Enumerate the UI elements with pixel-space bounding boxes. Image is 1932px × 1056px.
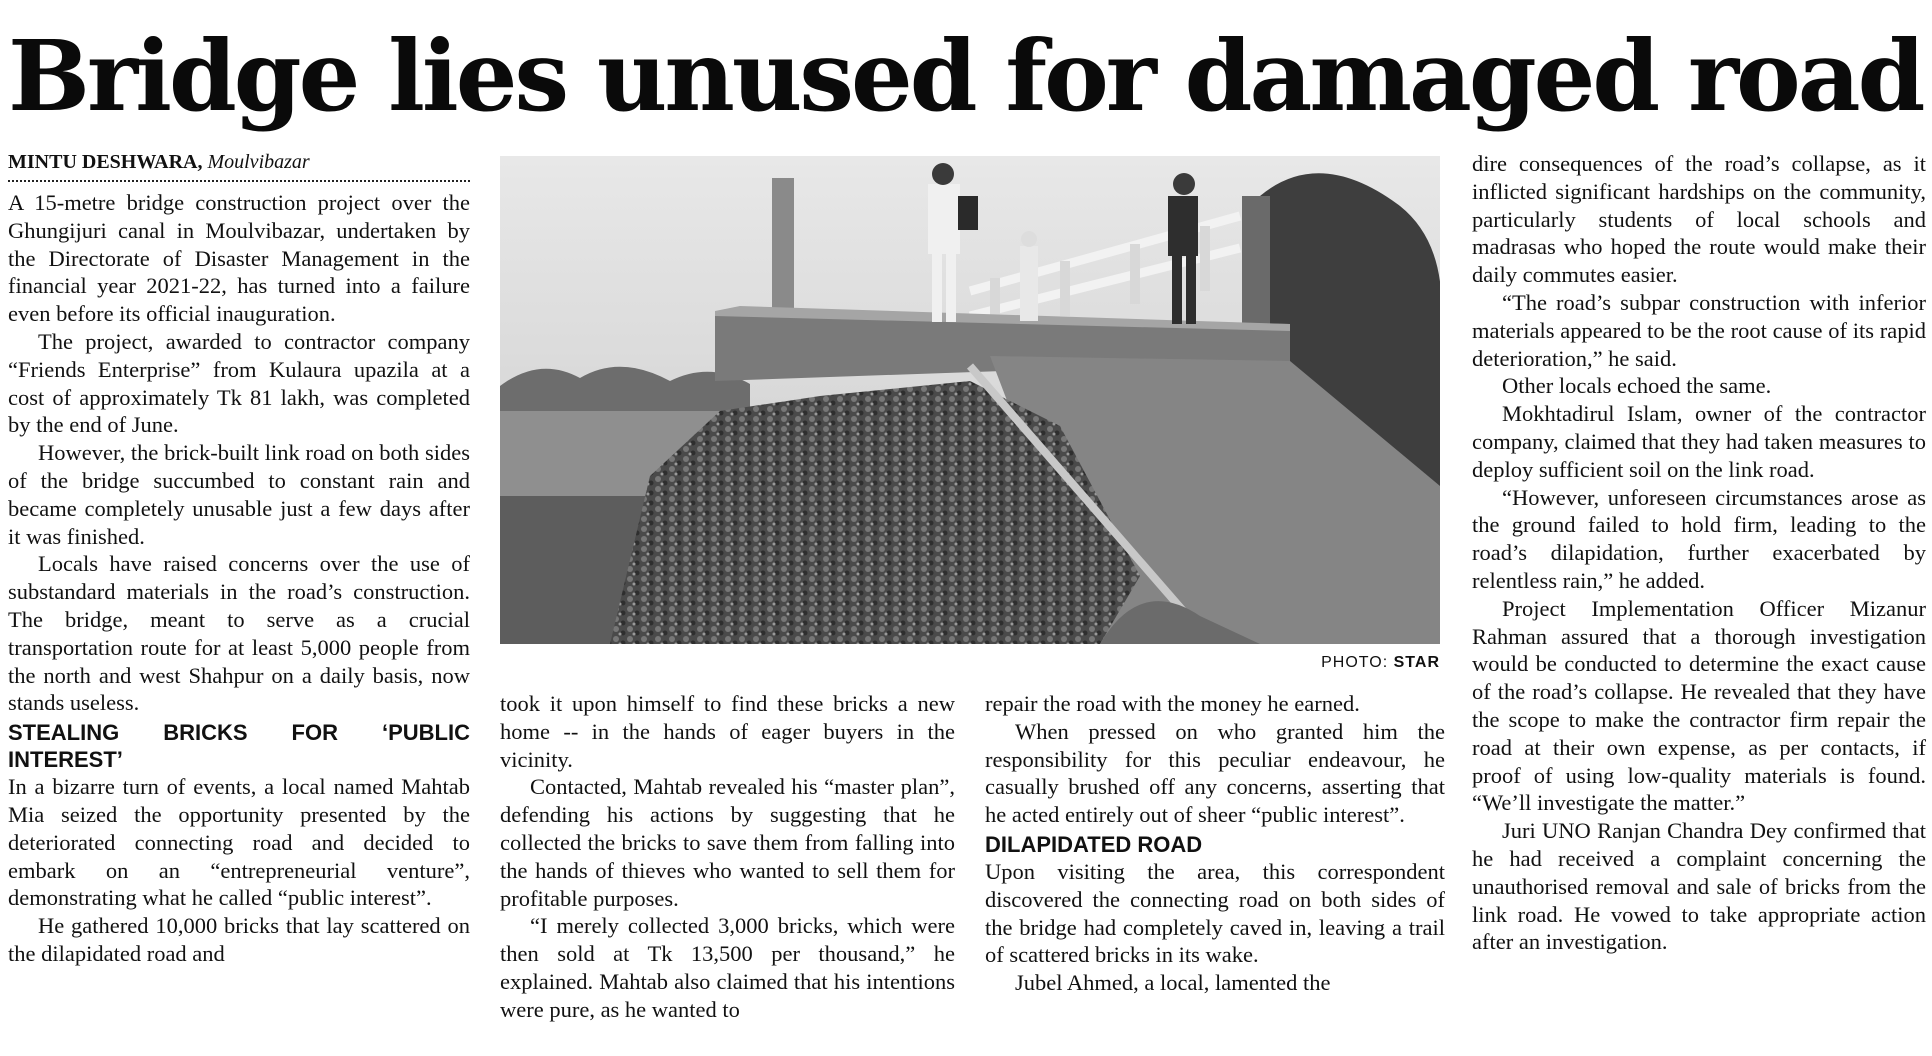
paragraph-continued: He gathered 10,000 bricks that lay scattered on the dilapidated road and bbox=[8, 913, 470, 966]
paragraph-continued: “I merely collected 3,000 bricks, which were then sold at Tk 13,500 per thousand,” he explained. Mahtab also claimed that his intentions were pure, as he wanted to bbox=[500, 913, 955, 1022]
paragraph: Contacted, Mahtab revealed his “master plan”, defending his actions by suggesting that he collected the bricks to save them from falling into the hands of thieves who wanted to sell them for profitable purposes. bbox=[500, 774, 955, 911]
photo-credit-prefix: PHOTO: bbox=[1321, 654, 1389, 671]
subhead-dilapidated-road: DILAPIDATED ROAD bbox=[985, 831, 1203, 857]
paragraph: “The road’s subpar construction with inferior materials appeared to be the root cause of its rapid deterioration,” he said. bbox=[1472, 289, 1926, 371]
paragraph: However, the brick-built link road on both sides of the bridge succumbed to constant rain and became completely unusable just a few days after it was finished. bbox=[8, 440, 470, 549]
paragraph-continuation: repair the road with the money he earned. bbox=[985, 691, 1360, 716]
headline: Bridge lies unused for damaged road bbox=[8, 19, 1923, 133]
paragraph: Other locals echoed the same. bbox=[1502, 373, 1772, 399]
paragraph-continuation: took it upon himself to find these bricks a new home -- in the hands of eager buyers in the vicinity. bbox=[500, 691, 955, 772]
subhead-stealing-bricks: STEALING BRICKS FOR ‘PUBLIC INTEREST’ bbox=[8, 720, 470, 773]
paragraph: When pressed on who granted him the responsibility for this peculiar endeavour, he casually brushed off any concerns, asserting that he acted entirely out of sheer “public interest”. bbox=[985, 718, 1445, 828]
photo-credit bbox=[1290, 654, 1440, 672]
paragraph: “However, unforeseen circumstances arose as the ground failed to hold firm, leading to the road’s dilapidation, further exacerbated by relentless rain,” he added. bbox=[1472, 484, 1926, 593]
article-column-3 bbox=[985, 690, 1445, 997]
byline-author: MINTU DESHWARA, bbox=[8, 151, 203, 173]
paragraph: In a bizarre turn of events, a local named Mahtab Mia seized the opportunity presented by the deteriorated connecting road and decided to embark on an “entrepreneurial venture”, demonstrating what he called “public interest”. bbox=[8, 774, 470, 911]
paragraph: A 15-metre bridge construction project over the Ghungijuri canal in Moulvibazar, undertaken by the Directorate of Disaster Management in the financial year 2021-22, has turned into a failure even before its official inauguration. bbox=[8, 190, 470, 327]
paragraph: Locals have raised concerns over the use of substandard materials in the road’s construction. The bridge, meant to serve as a crucial transportation route for at least 5,000 people from the north and west Shahpur on a daily basis, now stands useless. bbox=[8, 551, 470, 716]
photo-credit-source: STAR bbox=[1393, 654, 1440, 671]
bridge-photo bbox=[500, 156, 1440, 644]
article-column-2 bbox=[500, 690, 955, 1024]
byline bbox=[8, 148, 470, 182]
paragraph: Upon visiting the area, this correspondent discovered the connecting road on both sides of the bridge had completely caved in, leaving a trail of scattered bricks in its wake. bbox=[985, 858, 1445, 968]
paragraph: Mokhtadirul Islam, owner of the contractor company, claimed that they had taken measures to deploy sufficient soil on the link road. bbox=[1472, 401, 1926, 482]
paragraph: The project, awarded to contractor company “Friends Enterprise” from Kulaura upazila at a cost of approximately Tk 81 lakh, was completed by the end of June. bbox=[8, 328, 470, 438]
paragraph-continued: Jubel Ahmed, a local, lamented the bbox=[1015, 970, 1331, 996]
article-column-4 bbox=[1472, 150, 1926, 956]
paragraph: Juri UNO Ranjan Chandra Dey confirmed that he had received a complaint concerning the unauthorised removal and sale of bricks from the link road. He vowed to take appropriate action after an investigation. bbox=[1472, 818, 1926, 955]
paragraph: Project Implementation Officer Mizanur Rahman assured that a thorough investigation would be conducted to determine the exact cause of the road’s collapse. He revealed that they have the scope to make the contractor firm repair the road at their own expense, as per contacts, if proof of using low-quality materials is found. “We’ll investigate the matter.” bbox=[1472, 595, 1926, 816]
paragraph-continuation: dire consequences of the road’s collapse, as it inflicted significant hardships on the community, particularly students of local schools and madrasas who hoped the route would make their daily commutes easier. bbox=[1472, 151, 1926, 288]
article-column-1 bbox=[8, 148, 470, 968]
byline-location: Moulvibazar bbox=[207, 151, 310, 173]
